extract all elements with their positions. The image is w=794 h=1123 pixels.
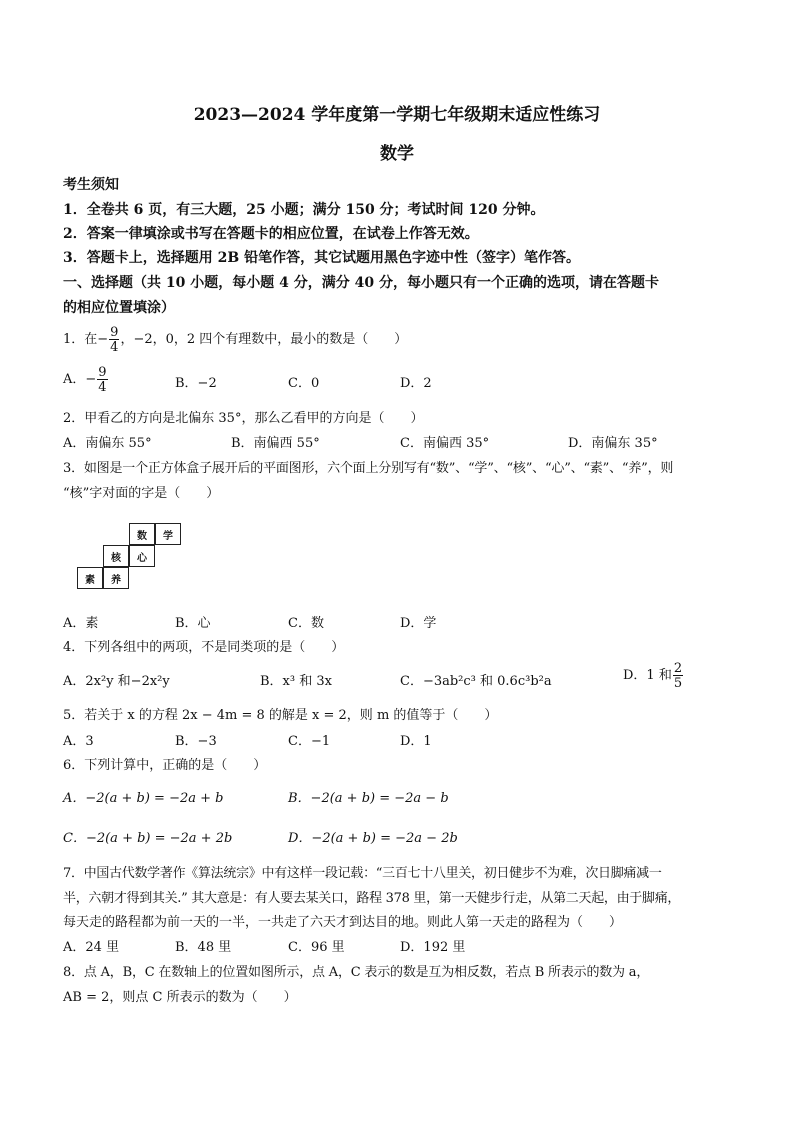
q2-option-a[interactable]: A．南偏东 55°: [63, 436, 152, 451]
question-8-line2: AB = 2，则点 C 所表示的数为（ ）: [63, 990, 297, 1005]
q7-option-b[interactable]: B．48 里: [175, 940, 232, 955]
fraction-9-4-option: $\frac{9}{4}$: [98, 364, 107, 395]
question-1-stem: 1．在− $\frac{9}{4}$ ，−2，0，2 四个有理数中，最小的数是（ ）: [63, 324, 408, 355]
question-7-line1: 7．中国古代数学著作《算法统宗》中有这样一段记载：“三百七十八里关，初日健步不为难，次日脚痛减一: [63, 866, 662, 881]
q2-option-d[interactable]: D．南偏东 35°: [568, 436, 658, 451]
notice-heading: 考生须知: [63, 177, 119, 193]
q5-option-d[interactable]: D．1: [400, 734, 432, 749]
q2-option-c[interactable]: C．南偏西 35°: [400, 436, 490, 451]
q1-option-c[interactable]: C．0: [288, 376, 320, 391]
notice-item-2: 2．答案一律填涂或书写在答题卡的相应位置，在试卷上作答无效。: [63, 226, 479, 242]
question-4-stem: 4．下列各组中的两项，不是同类项的是（ ）: [63, 640, 345, 655]
net-face-yang: 养: [103, 567, 129, 589]
q6-option-a[interactable]: A．−2(a + b) = −2a + b: [63, 791, 224, 806]
q7-option-c[interactable]: C．96 里: [288, 940, 345, 955]
q3-option-d[interactable]: D．学: [400, 616, 437, 631]
q1-option-b[interactable]: B．−2: [175, 376, 217, 391]
exam-title: 2023—2024 学年度第一学期七年级期末适应性练习: [193, 105, 601, 125]
net-face-xin: 心: [129, 545, 155, 567]
q7-option-d[interactable]: D．192 里: [400, 940, 466, 955]
q6-option-d[interactable]: D．−2(a + b) = −2a − 2b: [288, 831, 458, 846]
question-7-line3: 每天走的路程都为前一天的一半，一共走了六天才到达目的地。则此人第一天走的路程为（ ）: [63, 915, 623, 930]
q5-option-c[interactable]: C．−1: [288, 734, 331, 749]
q4-option-b[interactable]: B．x³ 和 3x: [260, 674, 332, 689]
q3-option-b[interactable]: B．心: [175, 616, 211, 631]
q3-option-c[interactable]: C．数: [288, 616, 324, 631]
fraction-9-4: $\frac{9}{4}$: [110, 324, 119, 355]
question-3-stem-line2: “核”字对面的字是（ ）: [63, 486, 220, 501]
q6-option-b[interactable]: B．−2(a + b) = −2a − b: [288, 791, 449, 806]
question-6-stem: 6．下列计算中，正确的是（ ）: [63, 758, 267, 773]
q1-option-d[interactable]: D．2: [400, 376, 432, 391]
question-5-stem: 5．若关于 x 的方程 2x − 4m = 8 的解是 x = 2，则 m 的值等于（ ）: [63, 708, 498, 723]
q7-option-a[interactable]: A．24 里: [63, 940, 120, 955]
notice-item-1: 1．全卷共 6 页，有三大题，25 小题；满分 150 分；考试时间 120 分钟。: [63, 202, 545, 218]
net-face-shu: 数: [129, 523, 155, 545]
question-7-line2: 半，六朝才得到其关.” 其大意是：有人要去某关口，路程 378 里，第一天健步行走，从第二天起，由于脚痛，: [63, 891, 681, 906]
q5-option-b[interactable]: B．−3: [175, 734, 217, 749]
question-2-stem: 2．甲看乙的方向是北偏东 35°，那么乙看甲的方向是（ ）: [63, 411, 424, 426]
q3-option-a[interactable]: A．素: [63, 616, 99, 631]
q1-option-a[interactable]: A．− $\frac{9}{4}$: [63, 364, 107, 395]
q4-option-c[interactable]: C．−3ab²c³ 和 0.6c³b²a: [400, 674, 552, 689]
net-face-he: 核: [103, 545, 129, 567]
section1-heading-line1: 一、选择题（共 10 小题，每小题 4 分，满分 40 分，每小题只有一个正确的选项，请在答题卡: [63, 275, 659, 291]
net-face-xue: 学: [155, 523, 181, 545]
question-3-stem-line1: 3．如图是一个正方体盒子展开后的平面图形，六个面上分别写有“数”、“学”、“核”、“心”、“素”、“养”，则: [63, 461, 674, 476]
q4-option-a[interactable]: A．2x²y 和−2x²y: [63, 674, 170, 689]
q2-option-b[interactable]: B．南偏西 55°: [231, 436, 320, 451]
section1-heading-line2: 的相应位置填涂）: [63, 300, 175, 316]
q4-option-d[interactable]: D．1 和 $\frac{2}{5}$: [623, 660, 683, 691]
subject-title: 数学: [380, 144, 414, 164]
q6-option-c[interactable]: C．−2(a + b) = −2a + 2b: [63, 831, 233, 846]
question-8-line1: 8．点 A，B，C 在数轴上的位置如图所示，点 A，C 表示的数是互为相反数，若点 B 所表示的数为 a，: [63, 965, 650, 980]
notice-item-3: 3．答题卡上，选择题用 2B 铅笔作答，其它试题用黑色字迹中性（签字）笔作答。: [63, 250, 581, 266]
fraction-2-5: $\frac{2}{5}$: [673, 660, 683, 691]
q5-option-a[interactable]: A．3: [63, 734, 94, 749]
net-face-su: 素: [77, 567, 103, 589]
